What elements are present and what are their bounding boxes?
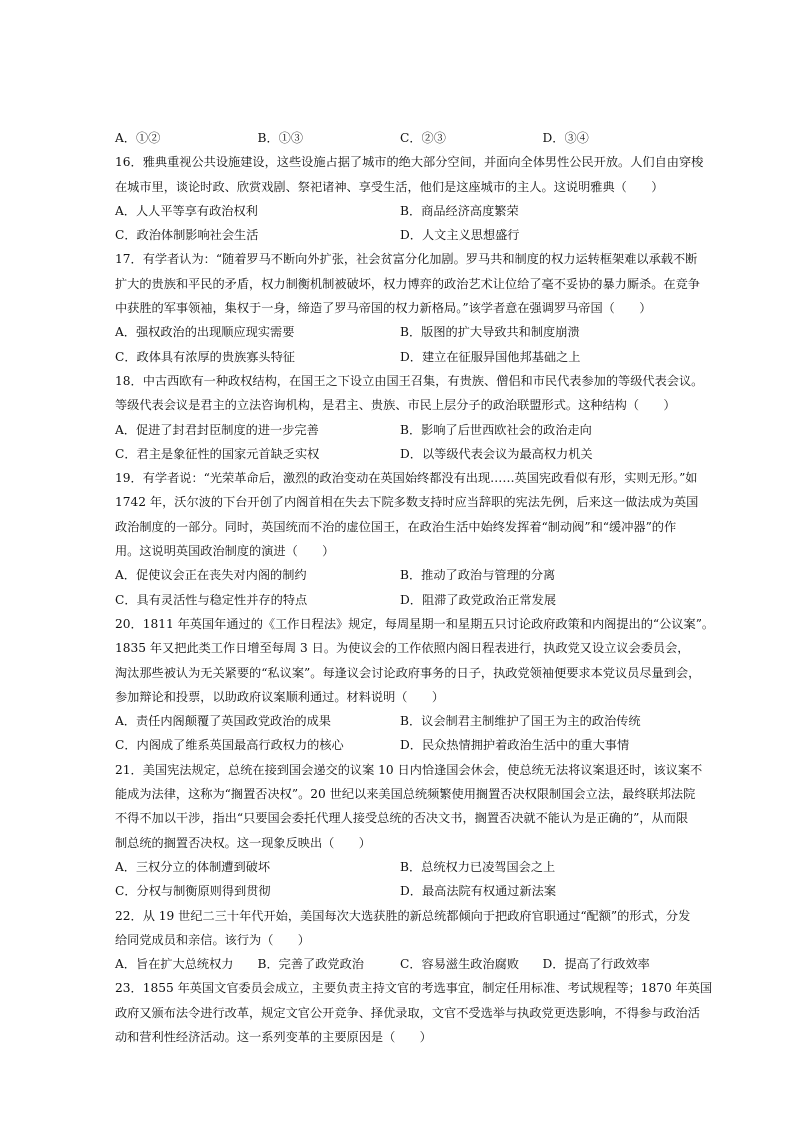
question-block xyxy=(115,150,704,247)
option: C．分权与制衡原则得到贯彻 xyxy=(115,884,271,899)
option: B．影响了后世西欧社会的政治走向 xyxy=(400,422,592,437)
option: D．阻滞了政党政治正常发展 xyxy=(400,592,557,607)
question-stem-line: 参加辩论和投票，以助政府议案顺利通过。材料说明（ ） xyxy=(115,689,445,704)
option: B．推动了政治与管理的分离 xyxy=(400,568,556,583)
option: A．促使议会正在丧失对内阁的制约 xyxy=(115,568,307,583)
question-stem-line: 1742 年，沃尔波的下台开创了内阁首相在失去下院多数支持时应当辞职的宪法先例，后来这一做法成为英国 xyxy=(115,495,699,510)
options-row xyxy=(115,733,685,757)
option: D．最高法院有权通过新法案 xyxy=(400,884,557,899)
question-stem-line: 给同党成员和亲信。该行为（ ） xyxy=(115,932,310,947)
exam-page xyxy=(115,126,715,1049)
question-block xyxy=(115,466,699,612)
question-stem-line: 17．有学者认为：“随着罗马不断向外扩张，社会贫富分化加剧。罗马共和制度的权力运转框架难以承载不断 xyxy=(115,252,698,267)
option: C．容易滋生政治腐败 xyxy=(400,957,520,972)
question-stem-line: 中获胜的军事领袖，集权于一身，缔造了罗马帝国的权力新格局。”该学者意在强调罗马帝国（ ） xyxy=(115,301,652,316)
question-stem-line: 用。这说明英国政治制度的演进（ ） xyxy=(115,544,335,559)
q15-options xyxy=(115,126,685,150)
option: D．③④ xyxy=(542,131,589,145)
option: D．以等级代表会议为最高权力机关 xyxy=(400,446,593,461)
question-block xyxy=(115,612,715,758)
question-stem-line: 扩大的贵族和平民的矛盾，权力制衡机制被破坏，权力博弈的政治艺术让位给了毫不妥协的暴力厮杀。在竞争 xyxy=(115,276,700,291)
option: C．君主是象征性的国家元首缺乏实权 xyxy=(115,446,320,461)
option: C．②③ xyxy=(400,131,446,145)
option: A．强权政治的出现顺应现实需要 xyxy=(115,325,295,340)
option: C．具有灵活性与稳定性并存的特点 xyxy=(115,592,308,607)
option: A．责任内阁颠覆了英国政党政治的成果 xyxy=(115,714,331,729)
question-block xyxy=(115,976,713,1049)
question-block xyxy=(115,758,703,904)
question-stem-line: 22．从 19 世纪二三十年代开始，美国每次大选获胜的新总统都倾向于把政府官职通过“配额”的形式，分发 xyxy=(115,908,691,923)
question-stem-line: 23．1855 年英国文官委员会成立，主要负责主持文官的考选事宜，制定任用标准、考试规程等；1870 年英国 xyxy=(115,981,713,996)
question-stem-line: 等级代表会议是君主的立法咨询机构，是君主、贵族、市民上层分子的政治联盟形式。这种结构（ ） xyxy=(115,398,676,413)
question-stem-line: 18．中古西欧有一种政权结构，在国王之下设立由国王召集，有贵族、僧侣和市民代表参加的等级代表会议。 xyxy=(115,373,704,388)
question-stem-line: 21．美国宪法规定，总统在接到国会递交的议案 10 日内恰逢国会休会，使总统无法将议案退还时，该议案不 xyxy=(115,762,703,777)
option: B．总统权力已凌驾国会之上 xyxy=(400,859,556,874)
question-stem-line: 在城市里，谈论时政、欣赏戏剧、祭祀诸神、享受生活，他们是这座城市的主人。这说明雅典（ ） xyxy=(115,179,664,194)
options-row xyxy=(115,855,685,879)
options-row xyxy=(115,879,685,903)
question-block xyxy=(115,369,704,466)
option: B．完善了政党政治 xyxy=(257,957,364,972)
option: C．政治体制影响社会生活 xyxy=(115,228,259,243)
option: A．①② xyxy=(115,131,161,145)
options-row xyxy=(115,199,685,223)
question-stem-line: 政府又颁布法令进行改革，规定文官公开竞争、择优录取，文官不受选举与执政党更迭影响，不得参与政治活 xyxy=(115,1005,700,1020)
options-row xyxy=(115,709,685,733)
question-stem-line: 政治制度的一部分。同时，英国统而不治的虚位国王，在政治生活中始终发挥着“制动阀”和“缓冲器”的作 xyxy=(115,519,677,534)
question-stem-line: 16．雅典重视公共设施建设，这些设施占据了城市的绝大部分空间，并面向全体男性公民开放。人们自由穿梭 xyxy=(115,155,704,170)
options-row xyxy=(115,223,685,247)
question-stem-line: 20．1811 年英国年通过的《工作日程法》规定，每周星期一和星期五只讨论政府政策和内阁提出的“公议案”。 xyxy=(115,616,715,631)
options-row xyxy=(115,588,685,612)
question-stem-line: 1835 年又把此类工作日增至每周 3 日。为使议会的工作依照内阁日程表进行，执政党又设立议会委员会， xyxy=(115,641,690,656)
option: D．提高了行政效率 xyxy=(542,957,650,972)
question-stem-line: 制总统的搁置否决权。这一现象反映出（ ） xyxy=(115,835,371,850)
options-row xyxy=(115,320,685,344)
option: B．版图的扩大导致共和制度崩溃 xyxy=(400,325,580,340)
options-row xyxy=(115,442,685,466)
question-stem-line: 动和营利性经济活动。这一系列变革的主要原因是（ ） xyxy=(115,1029,432,1044)
option: B．商品经济高度繁荣 xyxy=(400,203,519,218)
option: C．内阁成了维系英国最高行政权力的核心 xyxy=(115,738,344,753)
options-row xyxy=(115,952,685,976)
option: D．人文主义思想盛行 xyxy=(400,228,520,243)
question-stem-line: 19．有学者说：“光荣革命后，激烈的政治变动在英国始终都没有出现……英国宪政看似有形，实则无形。”如 xyxy=(115,471,698,486)
question-block xyxy=(115,904,691,977)
question-stem-line: 能成为法律，这称为“搁置否决权”。20 世纪以来美国总统频繁使用搁置否决权限制国会立法，最终联邦法院 xyxy=(115,787,696,802)
question-stem-line: 不得不加以干涉，指出“只要国会委托代理人接受总统的否决文书，搁置否决就不能认为是正确的”，从而限 xyxy=(115,811,689,826)
question-block xyxy=(115,247,700,368)
option: B．议会制君主制维护了国王为主的政治传统 xyxy=(400,714,641,729)
option: C．政体具有浓厚的贵族寡头特征 xyxy=(115,349,295,364)
option: D．建立在征服异国他邦基础之上 xyxy=(400,349,581,364)
option: D．民众热情拥护着政治生活中的重大事情 xyxy=(400,738,630,753)
option: A．旨在扩大总统权力 xyxy=(115,957,234,972)
options-row xyxy=(115,563,685,587)
options-row xyxy=(115,418,685,442)
options-row xyxy=(115,345,685,369)
option: B．①③ xyxy=(257,131,304,145)
option: A．人人平等享有政治权利 xyxy=(115,203,258,218)
option: A．促进了封君封臣制度的进一步完善 xyxy=(115,422,319,437)
option: A．三权分立的体制遭到破坏 xyxy=(115,859,271,874)
question-stem-line: 淘汰那些被认为无关紧要的“私议案”。每逢议会讨论政府事务的日子，执政党领袖便要求本党议员尽量到会， xyxy=(115,665,701,680)
